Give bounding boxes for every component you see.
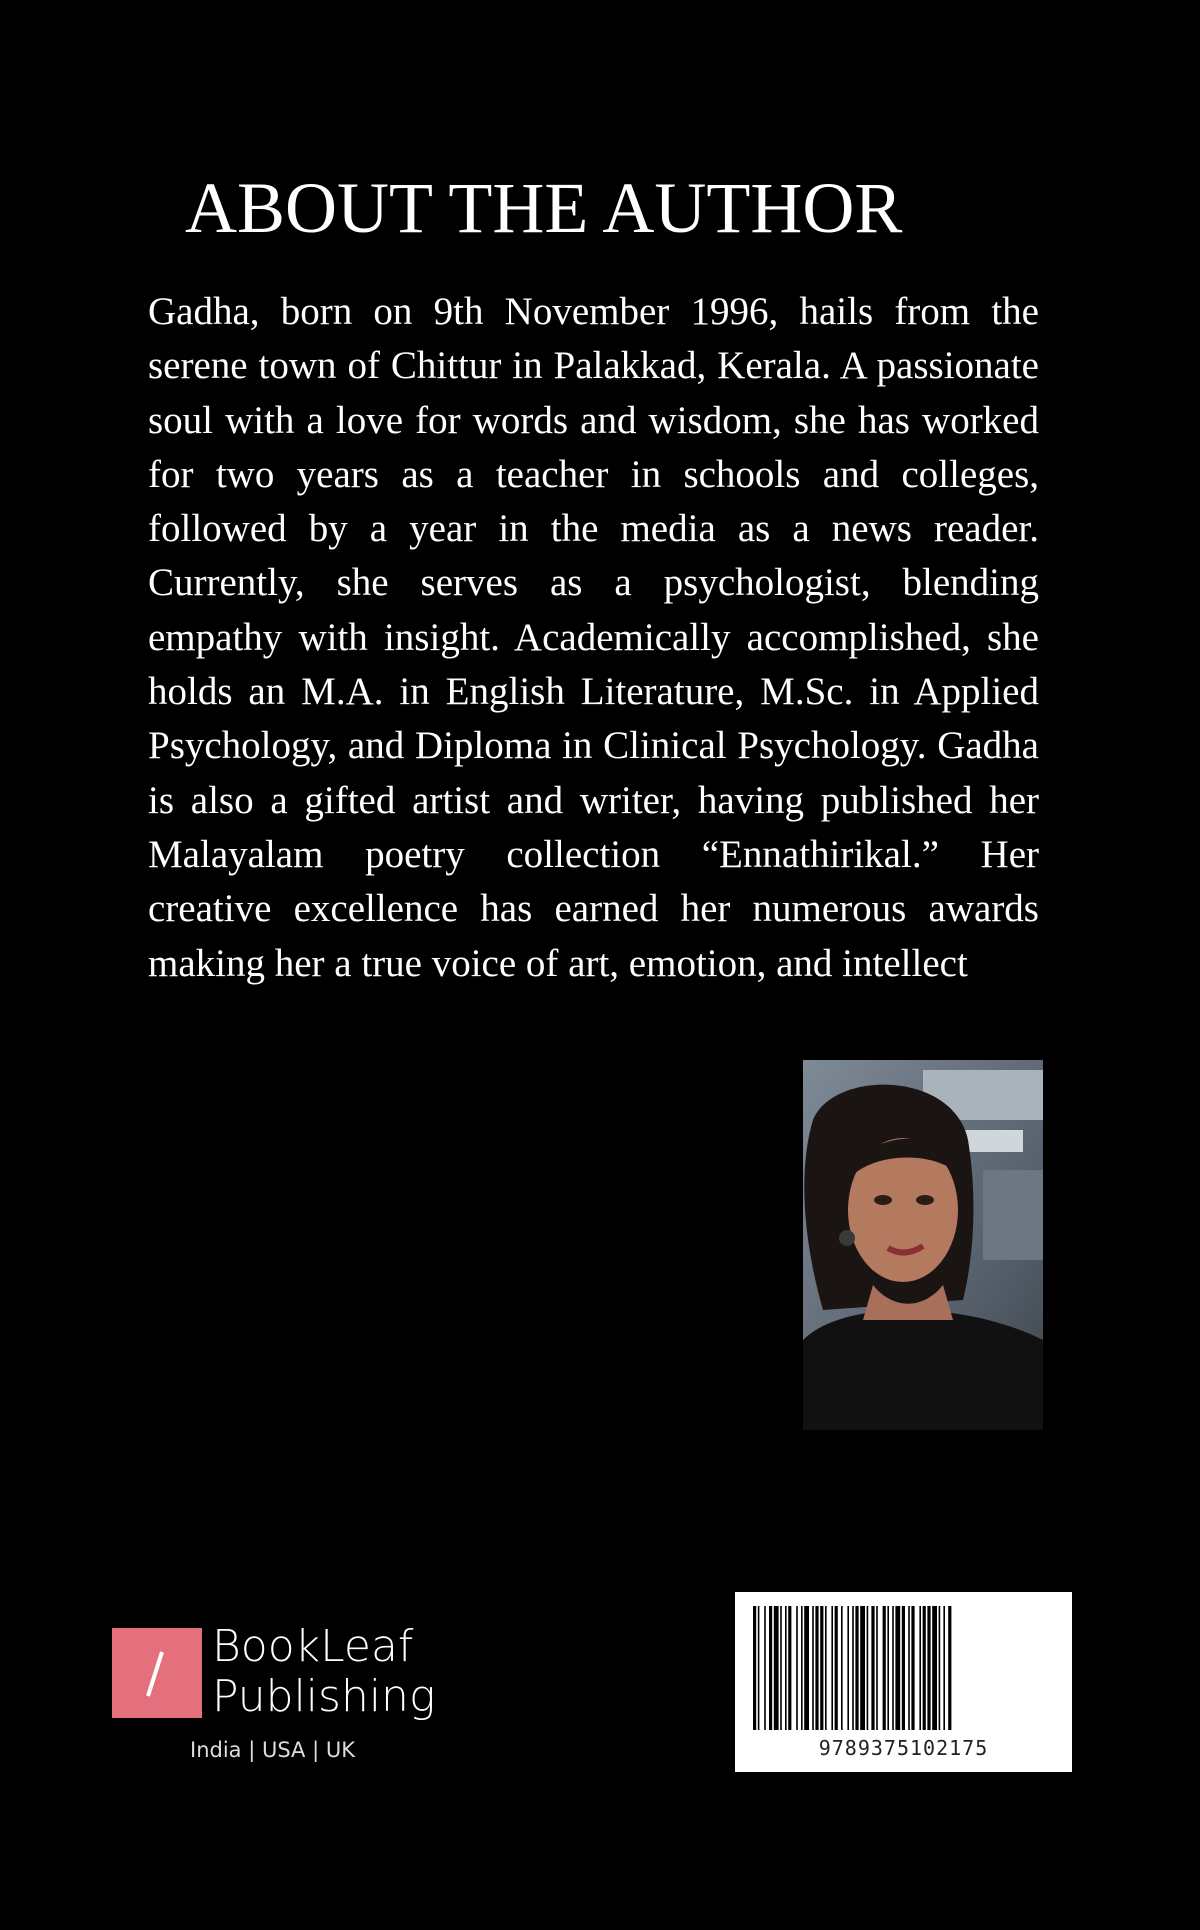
barcode-bar — [887, 1606, 889, 1730]
publisher-regions: India | USA | UK — [190, 1738, 355, 1762]
barcode-bars — [753, 1606, 1054, 1730]
barcode-bar — [923, 1606, 926, 1730]
barcode-bar — [855, 1606, 858, 1730]
barcode-bar — [847, 1606, 849, 1730]
barcode-bar — [788, 1606, 791, 1730]
barcode-bar — [769, 1606, 772, 1730]
barcode-bar — [943, 1606, 945, 1730]
barcode-bar — [876, 1606, 878, 1730]
barcode-bar — [919, 1606, 921, 1730]
barcode-bar — [820, 1606, 823, 1730]
author-photo — [803, 1060, 1043, 1430]
barcode-bar — [939, 1606, 941, 1730]
barcode-bar — [804, 1606, 809, 1730]
barcode-bar — [835, 1606, 838, 1730]
barcode-bar — [785, 1606, 787, 1730]
page-title: ABOUT THE AUTHOR — [185, 168, 903, 248]
barcode-bar — [892, 1606, 894, 1730]
publisher-name — [212, 1622, 435, 1722]
barcode-bar — [895, 1606, 900, 1730]
barcode-bar — [852, 1606, 854, 1730]
barcode-bar — [753, 1606, 756, 1730]
barcode-bar — [815, 1606, 818, 1730]
barcode-bar — [764, 1606, 766, 1730]
barcode-bar — [780, 1606, 782, 1730]
publisher-logo-mark — [112, 1628, 202, 1718]
barcode-bar — [902, 1606, 905, 1730]
barcode-bar — [796, 1606, 798, 1730]
barcode-bar — [825, 1606, 827, 1730]
barcode-bar — [871, 1606, 874, 1730]
barcode-bar — [774, 1606, 779, 1730]
barcode-bar — [867, 1606, 869, 1730]
barcode-bar — [948, 1606, 951, 1730]
isbn-barcode — [735, 1592, 1072, 1772]
barcode-bar — [801, 1606, 803, 1730]
barcode-bar — [831, 1606, 833, 1730]
barcode-bar — [908, 1606, 910, 1730]
barcode-bar — [841, 1606, 843, 1730]
barcode-bar — [927, 1606, 930, 1730]
isbn-number: 9789375102175 — [818, 1736, 989, 1760]
author-bio: Gadha, born on 9th November 1996, hails from the serene town of Chittur in Palakkad, Kerala. A passionate soul with a love for words and wisdom, she has worked for two years as a teacher in schools and colleges, followed by a year in the media as a news reader. Currently, she serves as a psychologist, blending empathy with insight. Academically accomplished, she holds an M.A. in English Literature, M.Sc. in Applied Psychology, and Diploma in Clinical Psychology. Gadha is also a gifted artist and writer, having published her Malayalam poetry collection “Ennathirikal.” Her creative excellence has earned her numerous awards making her a true voice of art, emotion, and intellect — [148, 290, 1039, 985]
barcode-bar — [932, 1606, 937, 1730]
barcode-bar — [860, 1606, 865, 1730]
publisher-name-line1: BookLeaf — [212, 1621, 414, 1672]
barcode-bar — [758, 1606, 760, 1730]
barcode-bar — [883, 1606, 886, 1730]
barcode-bar — [812, 1606, 814, 1730]
publisher-name-line2: Publishing — [212, 1671, 436, 1722]
barcode-bar — [911, 1606, 914, 1730]
